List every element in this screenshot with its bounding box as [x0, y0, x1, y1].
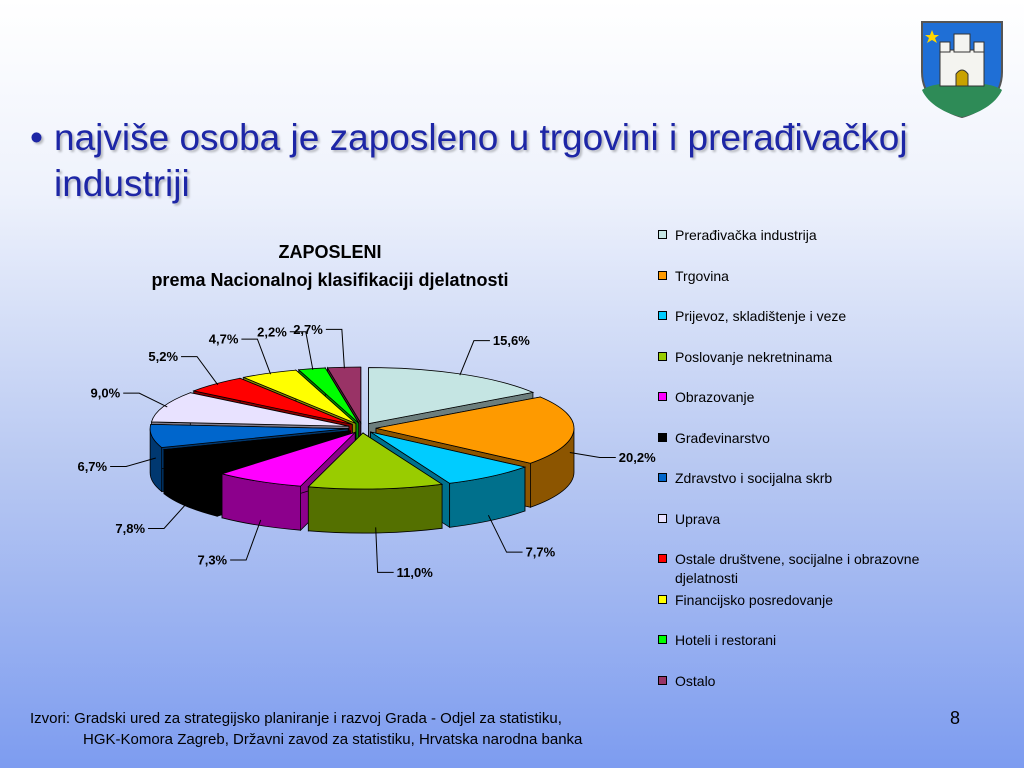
- leader-line: [326, 329, 345, 368]
- data-label-trgovina: 20,2%: [618, 449, 656, 465]
- bullet-icon: •: [30, 117, 43, 158]
- legend-label: Građevinarstvo: [675, 429, 770, 446]
- chart-subtitle: prema Nacionalnoj klasifikaciji djelatnosti: [151, 270, 509, 290]
- legend-swatch: [658, 635, 667, 644]
- data-label-prijevoz-skladistenje-i-veze: 7,7%: [525, 544, 556, 560]
- data-label-preradivacka-industrija: 15,6%: [492, 333, 530, 349]
- headline-text: najviše osoba je zaposleno u trgovini i prerađivačkoj industriji: [54, 117, 908, 204]
- legend-label: Ostalo: [675, 672, 716, 689]
- leader-line: [488, 515, 522, 552]
- zagreb-coat-of-arms-icon: [920, 20, 1004, 118]
- legend-label: Prijevoz, skladištenje i veze: [675, 308, 847, 324]
- source-line-1: Izvori: Gradski ured za strategijsko planiranje i razvoj Grada - Odjel za statistiku,: [30, 710, 562, 727]
- legend-swatch: [658, 433, 667, 442]
- data-label-financijsko-posredovanje: 4,7%: [208, 331, 239, 347]
- legend-label: Obrazovanje: [675, 389, 755, 405]
- legend-swatch: [658, 230, 667, 239]
- leader-line: [460, 341, 490, 376]
- data-label-zdravstvo-i-socijalna-skrb: 6,7%: [77, 458, 108, 474]
- data-label-gradevinarstvo: 7,8%: [115, 520, 146, 536]
- data-label-uprava: 9,0%: [90, 385, 121, 401]
- legend-label: Ostale društvene, socijalne i obrazovne djelatnosti: [675, 551, 920, 586]
- leader-line: [123, 393, 167, 407]
- leader-line: [181, 357, 218, 385]
- leader-line: [376, 527, 394, 572]
- leader-line: [290, 332, 313, 370]
- legend-swatch: [658, 271, 667, 280]
- page-number: 8: [950, 708, 961, 728]
- data-label-hoteli-i-restorani: 2,2%: [257, 324, 287, 340]
- legend-swatch: [658, 676, 667, 685]
- legend-label: Zdravstvo i socijalna skrb: [675, 470, 833, 486]
- leader-line: [110, 458, 156, 467]
- data-label-ostale-drustvene-socijalne-i-obrazovne-djelatnosti: 5,2%: [148, 349, 179, 365]
- source-note: [30, 708, 582, 750]
- legend-swatch: [658, 352, 667, 361]
- source-line-2: HGK-Komora Zagreb, Državni zavod za statistiku, Hrvatska narodna banka: [83, 731, 583, 748]
- data-label-poslovanje-nekretninama: 11,0%: [396, 564, 433, 580]
- data-label-obrazovanje: 7,3%: [197, 552, 228, 568]
- leader-line: [230, 520, 261, 560]
- legend-label: Prerađivačka industrija: [675, 227, 817, 243]
- legend-swatch: [658, 473, 667, 482]
- legend-swatch: [658, 595, 667, 604]
- legend-swatch: [658, 392, 667, 401]
- legend-label: Poslovanje nekretninama: [675, 348, 833, 365]
- legend-swatch: [658, 514, 667, 523]
- data-label-ostalo: 2,7%: [293, 321, 323, 337]
- legend-label: Financijsko posredovanje: [675, 591, 833, 608]
- leader-line: [241, 339, 270, 374]
- legend-swatch: [658, 311, 667, 320]
- leader-line: [570, 453, 616, 458]
- legend-swatch: [658, 554, 667, 563]
- legend-label: Uprava: [675, 510, 721, 527]
- chart-title: ZAPOSLENI: [278, 242, 382, 262]
- legend-label: Trgovina: [675, 267, 729, 284]
- legend-label: Hoteli i restorani: [675, 632, 777, 648]
